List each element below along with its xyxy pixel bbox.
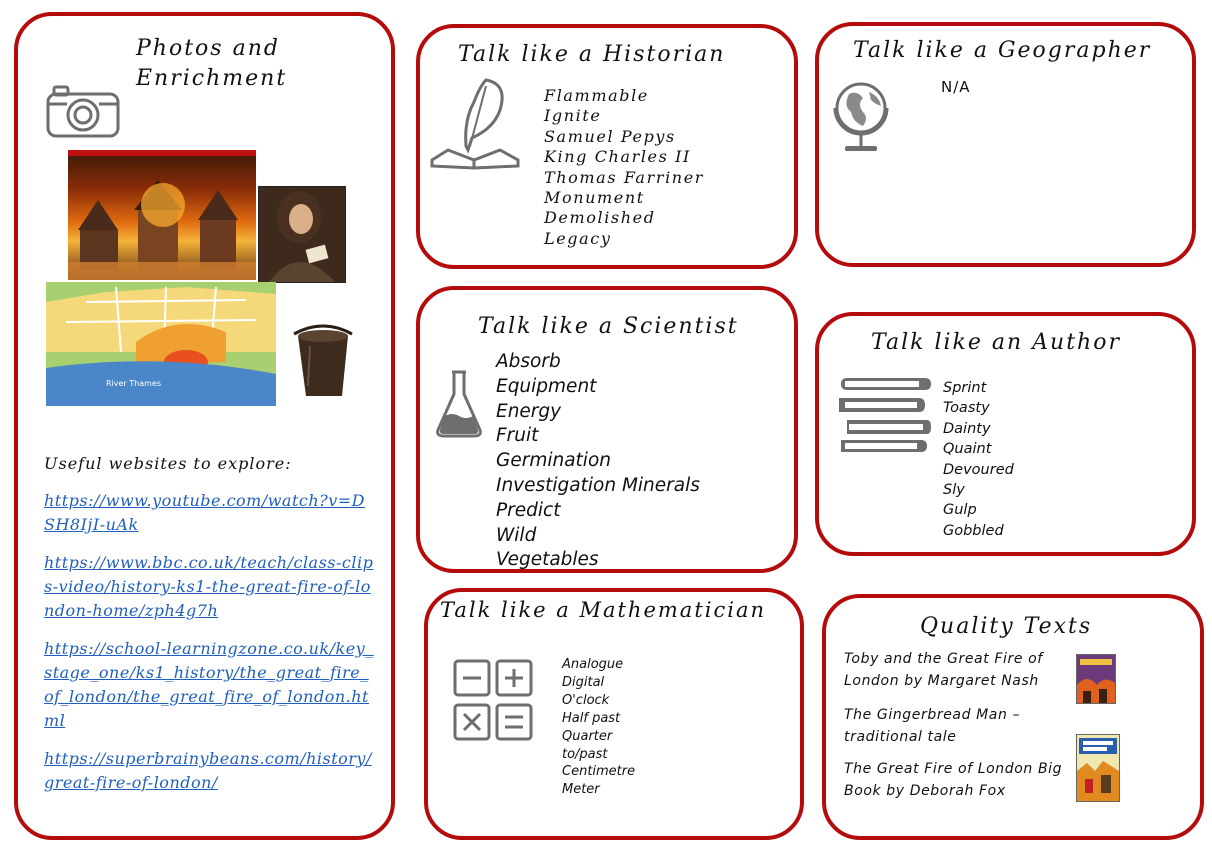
list-item: Energy bbox=[496, 400, 562, 422]
author-title: Talk like an Author bbox=[871, 330, 1121, 355]
author-card bbox=[815, 312, 1196, 556]
list-item: Predict bbox=[496, 499, 561, 521]
list-item: Fruit bbox=[496, 425, 539, 447]
list-item: Quaint bbox=[943, 441, 992, 458]
great-fire-painting bbox=[68, 150, 256, 280]
book-entry: The Great Fire of London Big Book by Deborah Fox bbox=[844, 761, 1063, 799]
list-item: Absorb bbox=[496, 351, 561, 372]
link-youtube[interactable]: https://www.youtube.com/watch?v=DSH8IjI-uAk bbox=[44, 491, 366, 534]
geographer-card bbox=[815, 22, 1196, 267]
useful-websites bbox=[44, 454, 374, 809]
book-cover-toby bbox=[1076, 654, 1116, 704]
list-item: to/past bbox=[562, 746, 608, 762]
list-item: Toasty bbox=[943, 400, 990, 417]
list-item: O'clock bbox=[562, 692, 610, 708]
list-item: Samuel Pepys bbox=[544, 126, 676, 146]
list-item: Germination bbox=[496, 450, 611, 472]
list-item: Sprint bbox=[943, 380, 987, 396]
scientist-word-list bbox=[496, 350, 700, 573]
list-item: Dainty bbox=[943, 420, 991, 437]
link-bbc-teach[interactable]: https://www.bbc.co.uk/teach/class-clips-video/history-ks1-the-great-fire-of-london-home/zph4g7h bbox=[44, 553, 374, 620]
list-item: Analogue bbox=[562, 657, 624, 672]
scientist-card bbox=[416, 286, 798, 573]
scientist-title: Talk like a Scientist bbox=[478, 314, 739, 339]
book-entry: The Gingerbread Man – traditional tale bbox=[844, 707, 1021, 745]
list-item: Flammable bbox=[544, 86, 649, 105]
list-item: Thomas Farriner bbox=[544, 167, 705, 187]
list-item: Legacy bbox=[544, 228, 612, 248]
photos-card bbox=[14, 12, 395, 840]
historian-title: Talk like a Historian bbox=[458, 42, 726, 67]
flask-icon bbox=[434, 368, 484, 438]
quality-texts-title: Quality Texts bbox=[920, 614, 1093, 639]
historian-card bbox=[416, 24, 798, 269]
mathematician-title: Talk like a Mathematician bbox=[440, 598, 766, 622]
quill-book-icon bbox=[428, 76, 522, 171]
operations-icon bbox=[452, 658, 534, 742]
list-item: Investigation Minerals bbox=[496, 474, 700, 496]
camera-icon bbox=[46, 84, 120, 138]
mathematician-card bbox=[424, 588, 804, 840]
mathematician-word-list bbox=[562, 656, 635, 799]
historian-word-list bbox=[544, 86, 704, 249]
list-item: Sly bbox=[943, 482, 965, 499]
list-item: Monument bbox=[544, 188, 645, 208]
fire-bucket-image bbox=[288, 316, 358, 401]
list-item: Vegetables bbox=[496, 549, 599, 571]
samuel-pepys-portrait bbox=[258, 186, 346, 283]
author-word-list bbox=[943, 378, 1014, 541]
list-item: Meter bbox=[562, 782, 600, 798]
list-item: Equipment bbox=[496, 375, 597, 397]
websites-label: Useful websites to explore: bbox=[44, 454, 292, 473]
list-item: Gulp bbox=[943, 502, 977, 519]
list-item: Gobbled bbox=[943, 522, 1004, 539]
link-superbrainybeans[interactable]: https://superbrainybeans.com/history/great-fire-of-london/ bbox=[44, 749, 372, 792]
list-item: King Charles II bbox=[544, 147, 691, 167]
list-item: Centimetre bbox=[562, 764, 636, 780]
geographer-title: Talk like a Geographer bbox=[853, 38, 1152, 63]
quality-texts-card bbox=[822, 594, 1204, 840]
book-cover-great-fire bbox=[1076, 734, 1120, 802]
list-item: Wild bbox=[496, 524, 537, 546]
list-item: Digital bbox=[562, 674, 605, 690]
book-entry: Toby and the Great Fire of London by Margaret Nash bbox=[844, 651, 1043, 689]
list-item: Ignite bbox=[544, 106, 602, 126]
list-item: Demolished bbox=[544, 208, 656, 228]
books-icon bbox=[835, 374, 933, 454]
globe-icon bbox=[829, 78, 891, 158]
photos-title: Photos and Enrichment bbox=[136, 36, 288, 91]
list-item: Half past bbox=[562, 710, 621, 726]
fire-map-image bbox=[46, 282, 276, 406]
list-item: Quarter bbox=[562, 728, 613, 744]
map-river-label: River Thames bbox=[106, 379, 162, 388]
link-school-learningzone[interactable]: https://school-learningzone.co.uk/key_stage_one/ks1_history/the_great_fire_of_london/the_great_fire_of_london.html bbox=[44, 639, 374, 730]
list-item: Devoured bbox=[943, 461, 1014, 478]
geographer-content: N/A bbox=[941, 78, 971, 96]
